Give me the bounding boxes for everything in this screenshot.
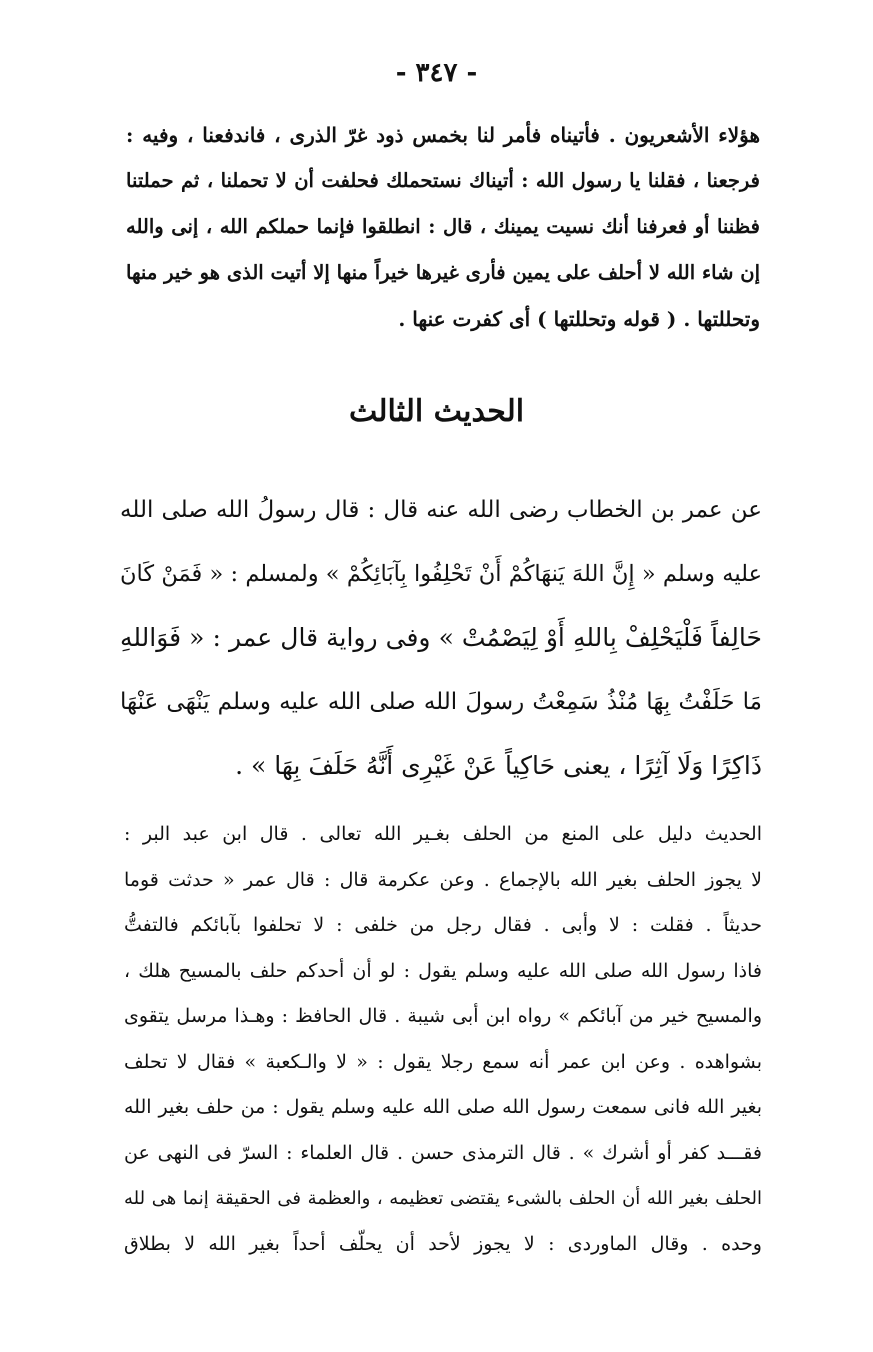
commentary-line: وحده . وقال الماوردى : لا يجوز لأحد أن يحلّف أحداً بغير الله لا بطلاق (124, 1232, 762, 1255)
commentary-line: الحلف بغير الله أن الحلف بالشىء يقتضى تعظيمه ، والعظمة فى الحقيقة إنما هى لله (124, 1188, 762, 1209)
commentary-line: حديثاً . فقلت : لا وأبى . فقال رجل من خلفى : لا تحلفوا بآبائكم فالتفتُّ (124, 914, 762, 936)
commentary-line: بغير الله فانى سمعت رسول الله صلى الله عليه وسلم يقول : من حلف بغير الله (124, 1096, 762, 1118)
hadith-line: عليه وسلم « إِنَّ اللهَ يَنهَاكُمْ أَنْ تَحْلِفُوا بِآبَائِكُمْ » ولمسلم : « فَمَنْ كَانَ (120, 561, 762, 587)
commentary-line: بشواهده . وعن ابن عمر أنه سمع رجلا يقول : « لا والـكعبة » فقال لا تحلف (124, 1050, 762, 1073)
page-number: - ٣٤٧ - (395, 58, 478, 88)
commentary-line: والمسيح خير من آبائكم » رواه ابن أبى شيبة . قال الحافظ : وهـذا مرسل يتقوى (124, 1005, 762, 1027)
hadith-line: عن عمر بن الخطاب رضى الله عنه قال : قال رسولُ الله صلى الله (120, 497, 762, 523)
intro-line: وتحللتها . ( قوله وتحللتها ) أى كفرت عنها . (398, 307, 760, 331)
intro-line: هؤلاء الأشعريون . فأتيناه فأمر لنا بخمس ذود غرّ الذرى ، فاندفعنا ، وفيه : (126, 123, 760, 147)
commentary-line: الحديث دليل على المنع من الحلف بغـير الله تعالى . قال ابن عبد البر : (124, 823, 762, 845)
commentary-paragraph (124, 812, 762, 1267)
commentary-line: فاذا رسول الله صلى الله عليه وسلم يقول : لو أن أحدكم حلف بالمسيح هلك ، (124, 959, 762, 982)
hadith-line: مَا حَلَفْتُ بِهَا مُنْذُ سَمِعْتُ رسولَ الله صلى الله عليه وسلم يَنْهَى عَنْهَا (120, 689, 762, 715)
commentary-line: لا يجوز الحلف بغير الله بالإجماع . وعن عكرمة قال : قال عمر « حدثت قوما (124, 868, 762, 891)
intro-paragraph (126, 112, 760, 342)
section-heading: الحديث الثالث (348, 394, 525, 429)
intro-line: فرجعنا ، فقلنا يا رسول الله : أتيناك نستحملك فحلفت أن لا تحملنا ، ثم حملتنا (126, 169, 760, 192)
commentary-line: فقـــد كفر أو أشرك » . قال الترمذى حسن . قال العلماء : السرّ فى النهى عن (124, 1141, 762, 1164)
intro-line: إن شاء الله لا أحلف على يمين فأرى غيرها خيراً منها إلا أتيت الذى هو خير منها (126, 261, 760, 284)
intro-line: فظننا أو فعرفنا أنك نسيت يمينك ، قال : انطلقوا فإنما حملكم الله ، إنى والله (126, 215, 760, 238)
hadith-line: ذَاكِرًا وَلَا آثِرًا ، يعنى حَاكِياً عَنْ غَيْرِى أَنَّهُ حَلَفَ بِهَا » . (235, 751, 762, 780)
hadith-text (120, 478, 762, 798)
hadith-line: حَالِفاً فَلْيَحْلِفْ بِاللهِ أَوْ لِيَصْمُتْ » وفى رواية قال عمر : « فَوَاللهِ (120, 623, 762, 652)
